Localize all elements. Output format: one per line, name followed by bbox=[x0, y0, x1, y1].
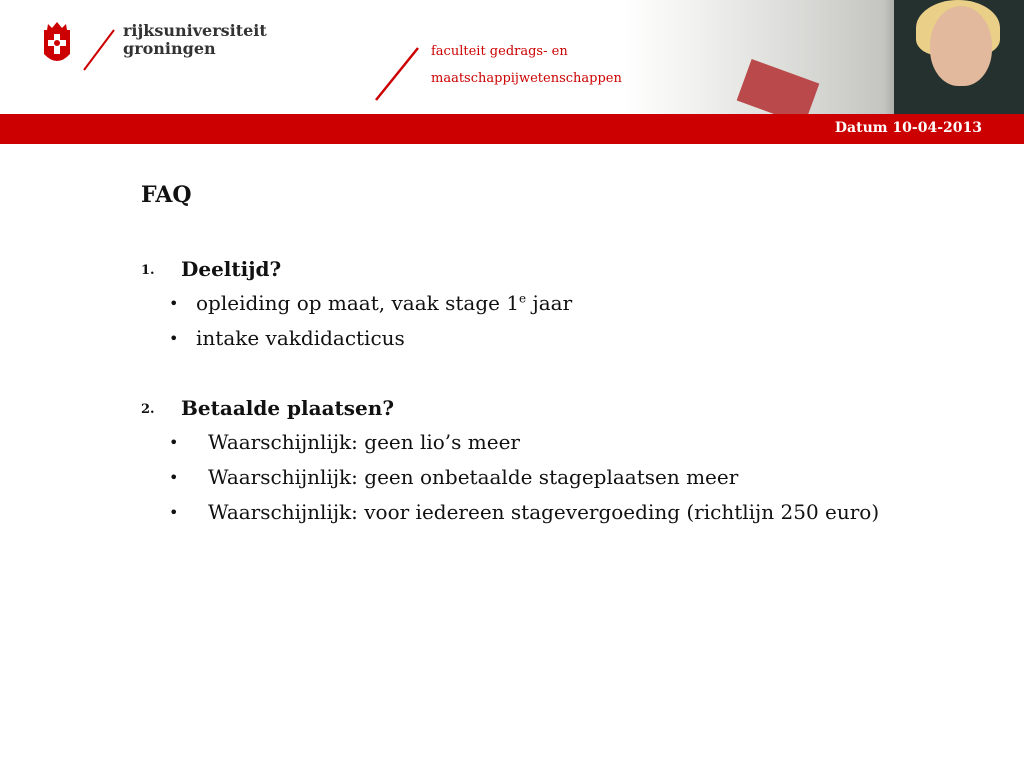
slide-header bbox=[0, 0, 1024, 144]
bullet-text-tail: jaar bbox=[526, 291, 573, 315]
faculty-name-line1: faculteit gedrags- en bbox=[431, 44, 568, 59]
bullet-marker: • bbox=[169, 503, 179, 522]
bullet-text: intake vakdidacticus bbox=[196, 326, 405, 350]
faculty-name bbox=[431, 38, 622, 92]
bullet-text bbox=[196, 291, 572, 315]
university-name bbox=[123, 22, 267, 58]
bullet-text-main: opleiding op maat, vaak stage 1 bbox=[196, 291, 520, 315]
section-heading: Deeltijd? bbox=[181, 257, 282, 281]
bullet-marker: • bbox=[169, 329, 179, 348]
bullet-marker: • bbox=[169, 294, 179, 313]
university-name-line2: groningen bbox=[123, 39, 216, 58]
section-heading: Betaalde plaatsen? bbox=[181, 396, 395, 420]
bullet-text: Waarschijnlijk: geen onbetaalde stageplaatsen meer bbox=[208, 465, 739, 489]
brand-slash-icon bbox=[82, 28, 116, 72]
slide-title: FAQ bbox=[141, 182, 192, 208]
header-photo bbox=[624, 0, 1024, 114]
slide-date: Datum 10-04-2013 bbox=[834, 120, 982, 136]
section-number: 1. bbox=[141, 263, 155, 278]
university-name-line1: rijksuniversiteit bbox=[123, 21, 267, 40]
faculty-name-line2: maatschappijwetenschappen bbox=[431, 71, 622, 86]
section-number: 2. bbox=[141, 402, 155, 417]
bullet-marker: • bbox=[169, 468, 179, 487]
university-crest-icon bbox=[40, 16, 74, 70]
student-face bbox=[930, 6, 992, 86]
bullet-text: Waarschijnlijk: voor iedereen stagevergoeding (richtlijn 250 euro) bbox=[208, 500, 880, 524]
bullet-text: Waarschijnlijk: geen lio’s meer bbox=[208, 430, 520, 454]
bullet-text-superscript: e bbox=[519, 291, 527, 306]
bullet-marker: • bbox=[169, 433, 179, 452]
faculty-slash-icon bbox=[374, 46, 420, 102]
